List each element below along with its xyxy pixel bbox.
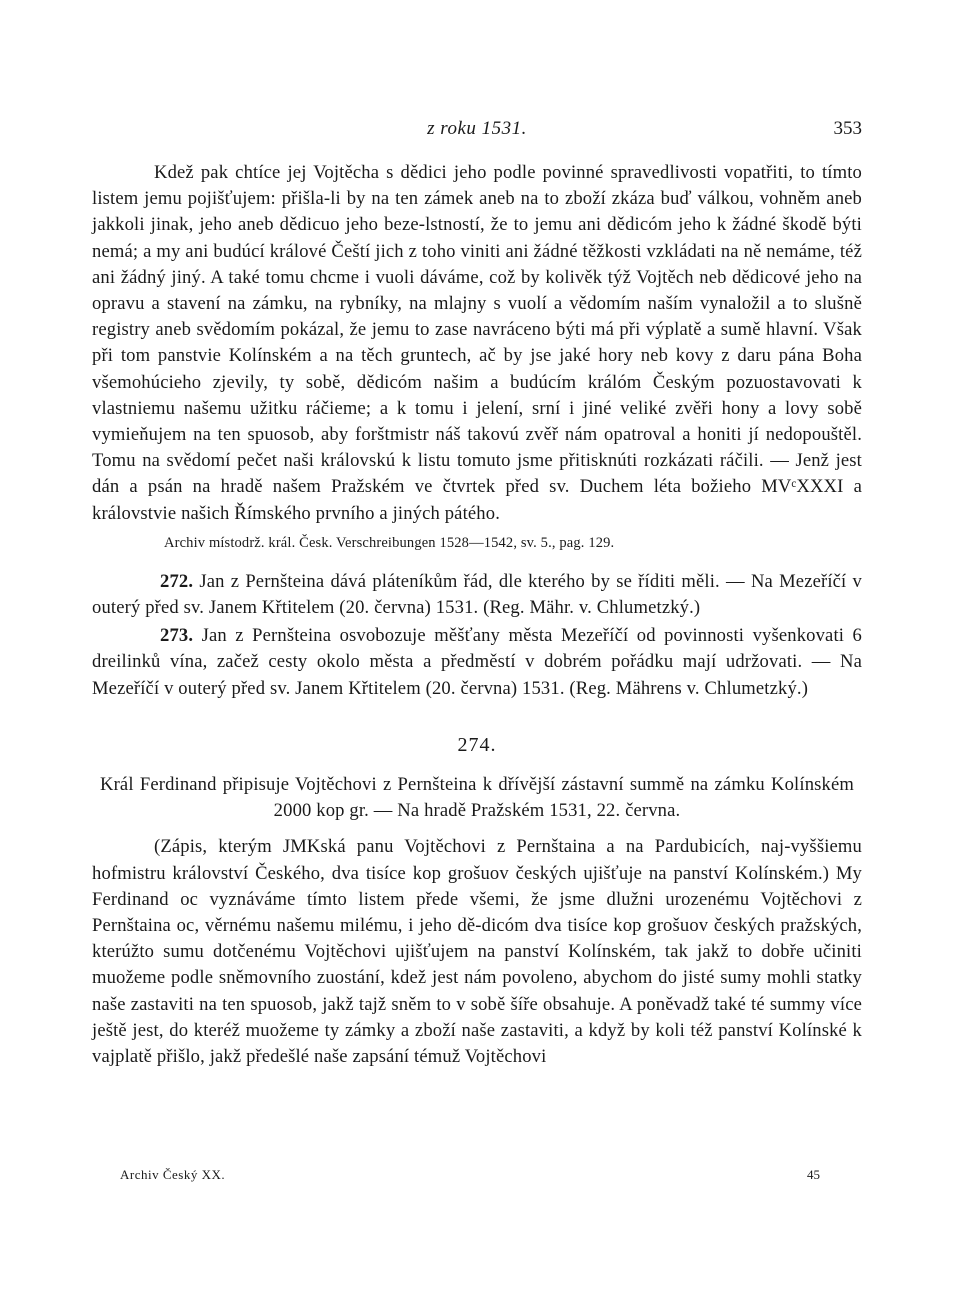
regest-number: 272. <box>160 570 194 592</box>
regest-number: 273. <box>160 625 194 647</box>
source-note: Archiv místodrž. král. Česk. Verschreibungen 1528—1542, sv. 5., pag. 129. <box>164 534 615 551</box>
document-text: (Zápis, kterým JMKská panu Vojtěchovi z Pernštaina a na Pardubicích, naj-vyššiemu hofmistru království Českého, dva tisíce kop grošuov českých ujišťuje na panství Kolínském.) My Ferdinand oc vyznáváme tímto listem přede všemi, že jsme dlužni urozenému Vojtěchovi z Pernštaina oc, věrnému našemu milému, i jeho dě-dicóm dva tisíce kop grošuov českých pražských, kterúžto sumu dotčenému Vojtěchovi ujišťujem na panství Kolínském, tak jakž to dobře učiniti muožeme podle sněmovního zuostání, kdež jest nám povoleno, abychom do jisté sumy mohli statky naše zastaviti na ten spuosob, jakž tajž sněm to v sobě šíře obsahuje. A poněvadž také té summy více ještě jest, do kteréž muožeme ty zámky a zboží naše zastaviti, a když by koli též panství Kolínské k vajplatě přišlo, jakž předešlé naše zapsání témuž Vojtěchovi <box>92 836 862 1068</box>
continued-paragraph: Kdež pak chtíce jej Vojtěcha s dědici jeho podle povinné spravedlivosti vopatřiti, to tímto listem jemu pojišťujem: přišla-li by na ten zámek aneb na to zboží zkáza buď válkou, vohněm aneb jakkoli jinak, jeho aneb dědicuo jeho beze-lstností, že to jemu ani dědicóm jeho k žádné škodě býti nemá; a my ani budúcí králové Čeští jich z toho viniti ani žádné těžkosti vzkládati na ně nemáme, též ani žádný jiný. A také tomu chcme i vuoli dáváme, což by kolivěk týž Vojtěch neb dědicové jeho na opravu a stavení na zámku, na rybníky, na mlajny s vuolí a vědomím naším vynaložil a to slušně registry aneb svědomím pokázal, že jemu to zase navráceno býti má při výplatě a sumě hlavní. Však při tom panstvie Kolínském a na těch gruntech, ač by jse jaké hory neb kovy z daru pána Boha všemohúcieho zjevily, ty sobě, dědicóm našim a budúcím králóm Českým pozuostavovati k vlastniemu našemu užitku ráčieme; a k tomu i jelení, srní i jiné veliké zvěři hony a lovy sobě vymieňujem na ten spuosob, aby forštmistr náš takovú zvěř nám opatroval a honiti jí nedopouštěl. Tomu na svědomí pečet naši královskú k listu tomuto jsme přitisknúti rozkázati ráčili. — Jenž jest dán a psán na hradě našem Pražském ve čtvrtek před sv. Duchem léta božieho MVᶜXXXI a královstvie našich Římského prvního a jiných pátého. <box>92 162 862 524</box>
document-number: 274. <box>457 733 497 756</box>
footer-sheet-number: 45 <box>807 1167 820 1182</box>
running-head <box>92 118 862 144</box>
document-heading: Král Ferdinand připisuje Vojtěchovi z Pernšteina k dřívější zástavní summě na zámku Kolínském 2000 kop gr. — Na hradě Pražském 1531, 22. června. <box>100 774 854 822</box>
regest-272 <box>92 569 862 621</box>
regest-273 <box>92 623 862 702</box>
page-body <box>92 160 862 1070</box>
regest-text: Jan z Pernšteina osvobozuje měšťany města Mezeříčí od povinnosti vyšenkovati 6 dreilinků vína, začež cesty okolo města a předměstí v dobrém pořádku mají udržovati. — Na Mezeříčí v outerý před sv. Janem Křtitelem (20. června) 1531. (Reg. Mährens v. Chlumetzký.) <box>92 625 862 699</box>
page-footer <box>120 1167 820 1187</box>
footer-signature: Archiv Český XX. <box>120 1167 226 1182</box>
running-head-title: z roku 1531. <box>427 118 527 139</box>
regest-text: Jan z Pernšteina dává pláteníkům řád, dle kterého by se říditi měli. — Na Mezeříčí v outerý před sv. Janem Křtitelem (20. června) 1531. (Reg. Mähr. v. Chlumetzký.) <box>92 570 862 619</box>
page-number: 353 <box>833 118 862 139</box>
